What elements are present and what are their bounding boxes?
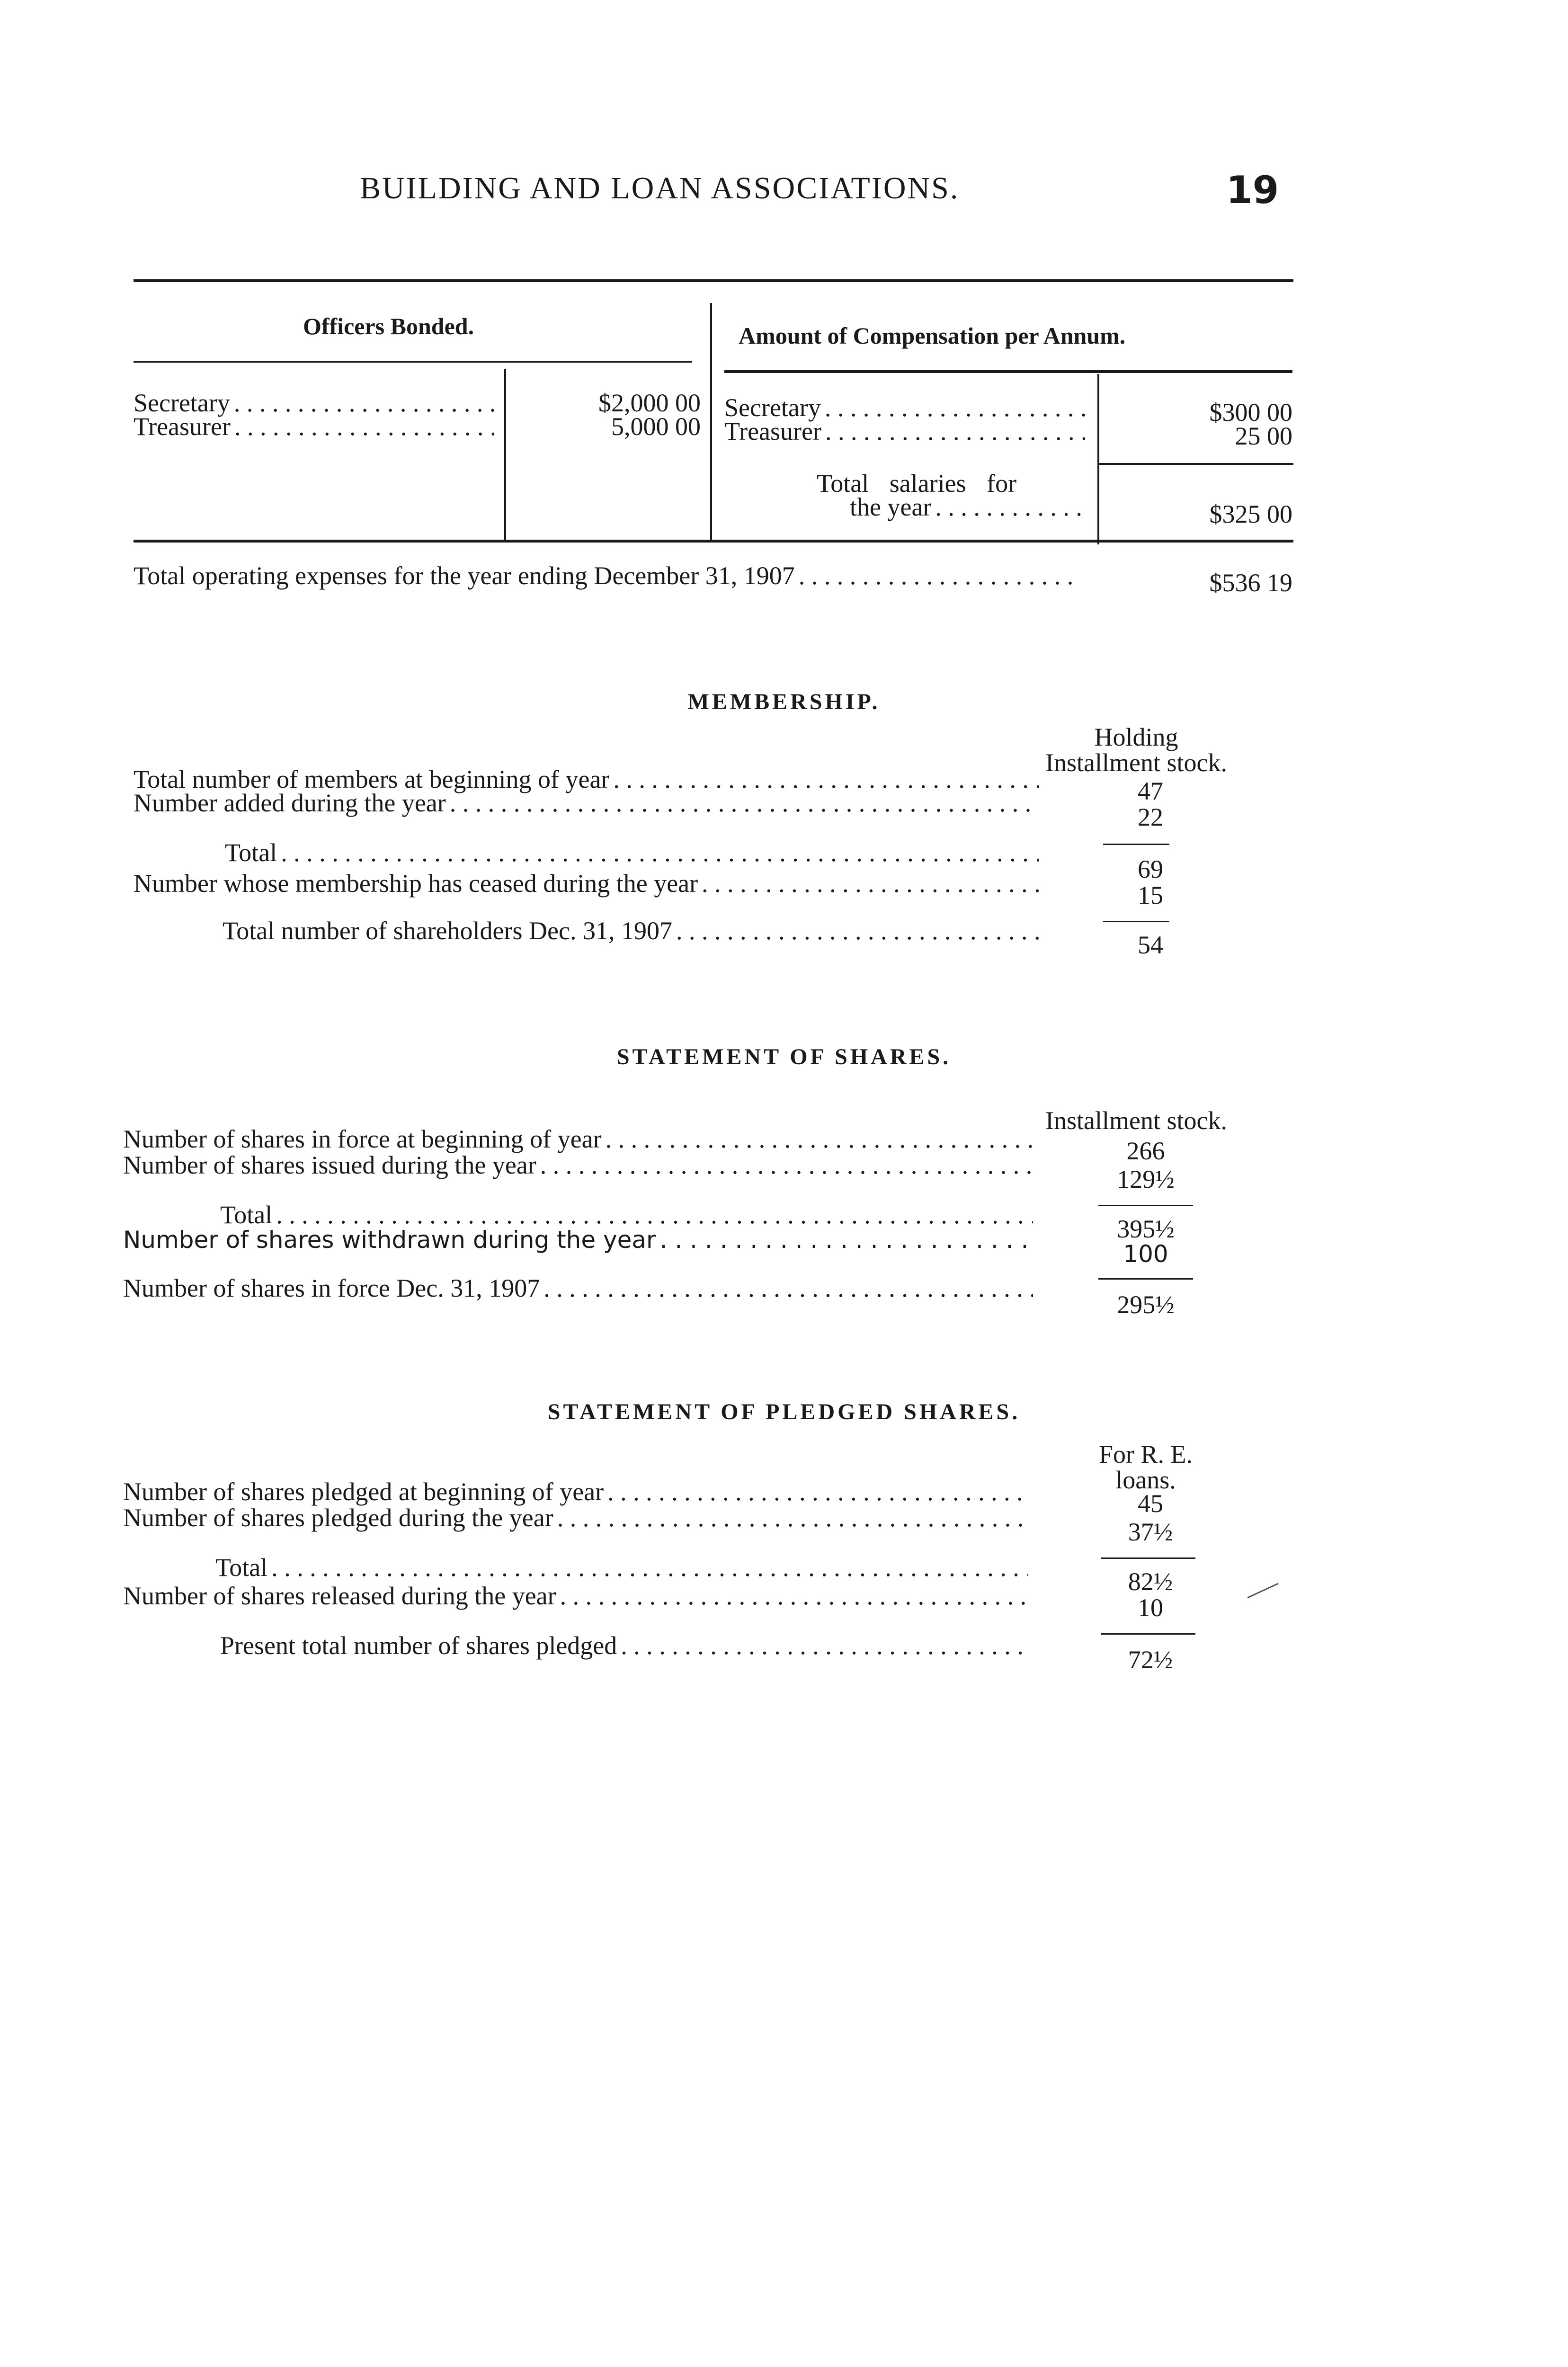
operating-expenses-label: Total operating expenses for the year ending December 31, 1907 — [134, 561, 795, 590]
pledged-column-header — [1051, 1442, 1240, 1493]
membership-value: 15 — [1138, 881, 1163, 909]
membership-label: Number whose membership has ceased during the year — [134, 869, 698, 898]
shares-row — [123, 1226, 1037, 1254]
pledged-sum-rule-1 — [1101, 1557, 1195, 1559]
pledged-title: STATEMENT OF PLEDGED SHARES. — [547, 1399, 1021, 1424]
membership-row — [134, 869, 1042, 898]
membership-column-header-line-2: Installment stock. — [1045, 748, 1227, 777]
shares-label: Number of shares withdrawn during the year — [123, 1226, 656, 1254]
total-salaries-label-2 — [850, 492, 1087, 522]
bonded-amount-treasurer: 5,000 00 — [611, 412, 701, 441]
membership-sum-rule-2 — [1103, 921, 1169, 922]
shares-row — [123, 1124, 1037, 1154]
pledged-sum-rule-2 — [1101, 1633, 1195, 1635]
shares-value: 100 — [1123, 1240, 1168, 1268]
pledged-label: Number of shares pledged at beginning of year — [123, 1477, 604, 1506]
pledged-column-header-line-2: loans. — [1115, 1466, 1176, 1494]
bonded-header-rule — [134, 361, 692, 363]
compensation-amount-secretary: $300 00 — [1209, 398, 1292, 427]
compensation-row-treasurer — [724, 417, 1089, 446]
bonded-row-treasurer — [134, 412, 498, 441]
pledged-value: 10 — [1138, 1593, 1163, 1622]
compensation-amount-treasurer: 25 00 — [1235, 422, 1292, 450]
shares-column-header: Installment stock. — [1045, 1106, 1227, 1135]
pledged-value: 37½ — [1128, 1518, 1173, 1546]
membership-label: Total — [225, 838, 277, 867]
shares-value: 266 — [1126, 1137, 1165, 1165]
pledged-column-header-line-1: For R. E. — [1098, 1440, 1193, 1468]
pledged-label: Present total number of shares pledged — [220, 1631, 617, 1660]
operating-expenses-row — [134, 561, 1085, 590]
shares-title: STATEMENT OF SHARES. — [616, 1044, 952, 1069]
shares-label: Number of shares issued during the year — [123, 1151, 536, 1179]
compensation-total-rule — [1099, 463, 1293, 465]
compensation-label: Treasurer — [724, 417, 821, 445]
shares-label: Number of shares in force at beginning of year — [123, 1125, 602, 1153]
membership-row-final — [223, 916, 1042, 945]
compensation-label: Secretary — [724, 393, 821, 422]
membership-value: 22 — [1138, 803, 1163, 831]
total-salaries-amount: $325 00 — [1209, 500, 1292, 528]
total-salaries-label-1: Total salaries for — [817, 469, 1017, 498]
shares-row — [123, 1150, 1037, 1180]
table-top-rule — [134, 279, 1293, 282]
shares-sum-rule-2 — [1098, 1278, 1193, 1280]
column-divider-3 — [1097, 374, 1099, 544]
shares-value: 295½ — [1117, 1290, 1175, 1319]
membership-row — [134, 788, 1042, 818]
operating-expenses-amount: $536 19 — [1209, 569, 1292, 597]
bonded-label: Secretary — [134, 389, 230, 417]
pledged-value: 82½ — [1128, 1567, 1173, 1596]
page-number: 19 — [1226, 168, 1279, 212]
membership-label: Total number of members at beginning of year — [134, 765, 610, 793]
pledged-value: 45 — [1138, 1489, 1163, 1518]
running-head: BUILDING AND LOAN ASSOCIATIONS. — [360, 171, 960, 205]
membership-title: MEMBERSHIP. — [687, 689, 881, 714]
pledged-row — [123, 1503, 1032, 1532]
membership-row-total — [225, 838, 1042, 867]
pledged-label: Number of shares released during the year — [123, 1582, 556, 1610]
shares-value: 395½ — [1117, 1215, 1175, 1243]
membership-label: Number added during the year — [134, 789, 446, 817]
shares-value: 129½ — [1117, 1165, 1175, 1193]
column-divider-1 — [504, 369, 506, 540]
membership-sum-rule-1 — [1103, 844, 1169, 845]
bonded-amount-secretary: $2,000 00 — [598, 389, 701, 417]
shares-row-final — [123, 1273, 1037, 1303]
pledged-label: Number of shares pledged during the year — [123, 1504, 553, 1532]
table-bottom-rule — [134, 540, 1293, 543]
column-divider-2 — [710, 303, 712, 540]
pledged-row — [123, 1581, 1032, 1611]
shares-label: Number of shares in force Dec. 31, 1907 — [123, 1274, 540, 1302]
membership-value: 54 — [1138, 931, 1163, 959]
membership-value: 47 — [1138, 777, 1163, 805]
compensation-header: Amount of Compensation per Annum. — [739, 322, 1126, 349]
pencil-check-mark — [1245, 1581, 1283, 1600]
membership-column-header-line-1: Holding — [1094, 723, 1178, 751]
membership-value: 69 — [1138, 855, 1163, 883]
membership-label: Total number of shareholders Dec. 31, 1907 — [223, 917, 672, 945]
shares-label: Total — [220, 1201, 273, 1229]
membership-column-header — [1018, 724, 1255, 775]
pledged-value: 72½ — [1128, 1646, 1173, 1674]
officers-bonded-header: Officers Bonded. — [303, 313, 474, 339]
shares-sum-rule-1 — [1098, 1205, 1193, 1206]
total-salaries-label: the year — [850, 493, 932, 521]
compensation-header-rule — [724, 370, 1292, 373]
pledged-row-total — [215, 1553, 1032, 1582]
bonded-label: Treasurer — [134, 412, 231, 441]
pledged-label: Total — [215, 1553, 268, 1582]
pledged-row-final — [220, 1631, 1032, 1660]
shares-row-total — [220, 1200, 1037, 1229]
pledged-row — [123, 1477, 1032, 1506]
